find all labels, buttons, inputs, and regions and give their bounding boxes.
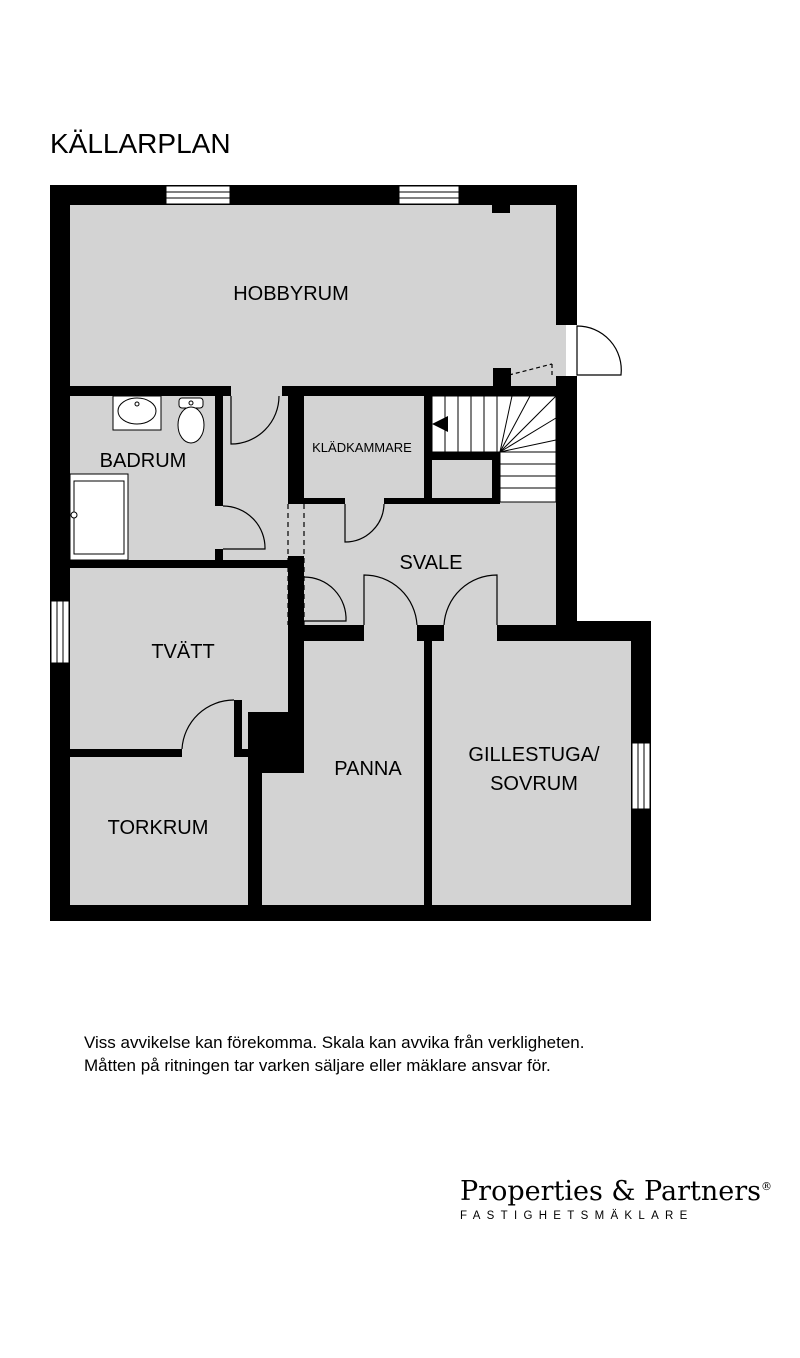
room-label-kladkammare: KLÄDKAMMARE	[312, 440, 412, 455]
disclaimer-line-1: Viss avvikelse kan förekomma. Skala kan avvika från verkligheten.	[84, 1033, 585, 1052]
room-label-badrum: BADRUM	[99, 450, 187, 472]
window-top-right	[399, 186, 459, 204]
window-top-left	[166, 186, 230, 204]
room-label-svale: SVALE	[399, 552, 463, 574]
plan-title: KÄLLARPLAN	[50, 128, 231, 159]
registered-mark: ®	[760, 1180, 772, 1193]
brand-name: Properties & Partners	[460, 1176, 761, 1207]
room-label-gillestuga-line2: SOVRUM	[490, 773, 578, 795]
room-label-hobbyrum: HOBBYRUM	[233, 283, 349, 305]
window-right	[632, 743, 650, 809]
window-left	[51, 601, 69, 663]
room-label-panna: PANNA	[334, 758, 402, 780]
exterior-door	[577, 326, 621, 375]
room-label-gillestuga-line1: GILLESTUGA/	[468, 744, 600, 766]
brand-tagline: FASTIGHETSMÄKLARE	[460, 1210, 694, 1222]
floor-area	[60, 195, 641, 910]
disclaimer-line-2: Måtten på ritningen tar varken säljare eller mäklare ansvar för.	[84, 1056, 551, 1075]
brand-name-row	[460, 1176, 772, 1207]
room-label-torkrum: TORKRUM	[107, 817, 209, 839]
disclaimer	[84, 1031, 584, 1077]
brand-logo	[460, 1176, 772, 1222]
room-label-tvatt: TVÄTT	[151, 641, 215, 663]
